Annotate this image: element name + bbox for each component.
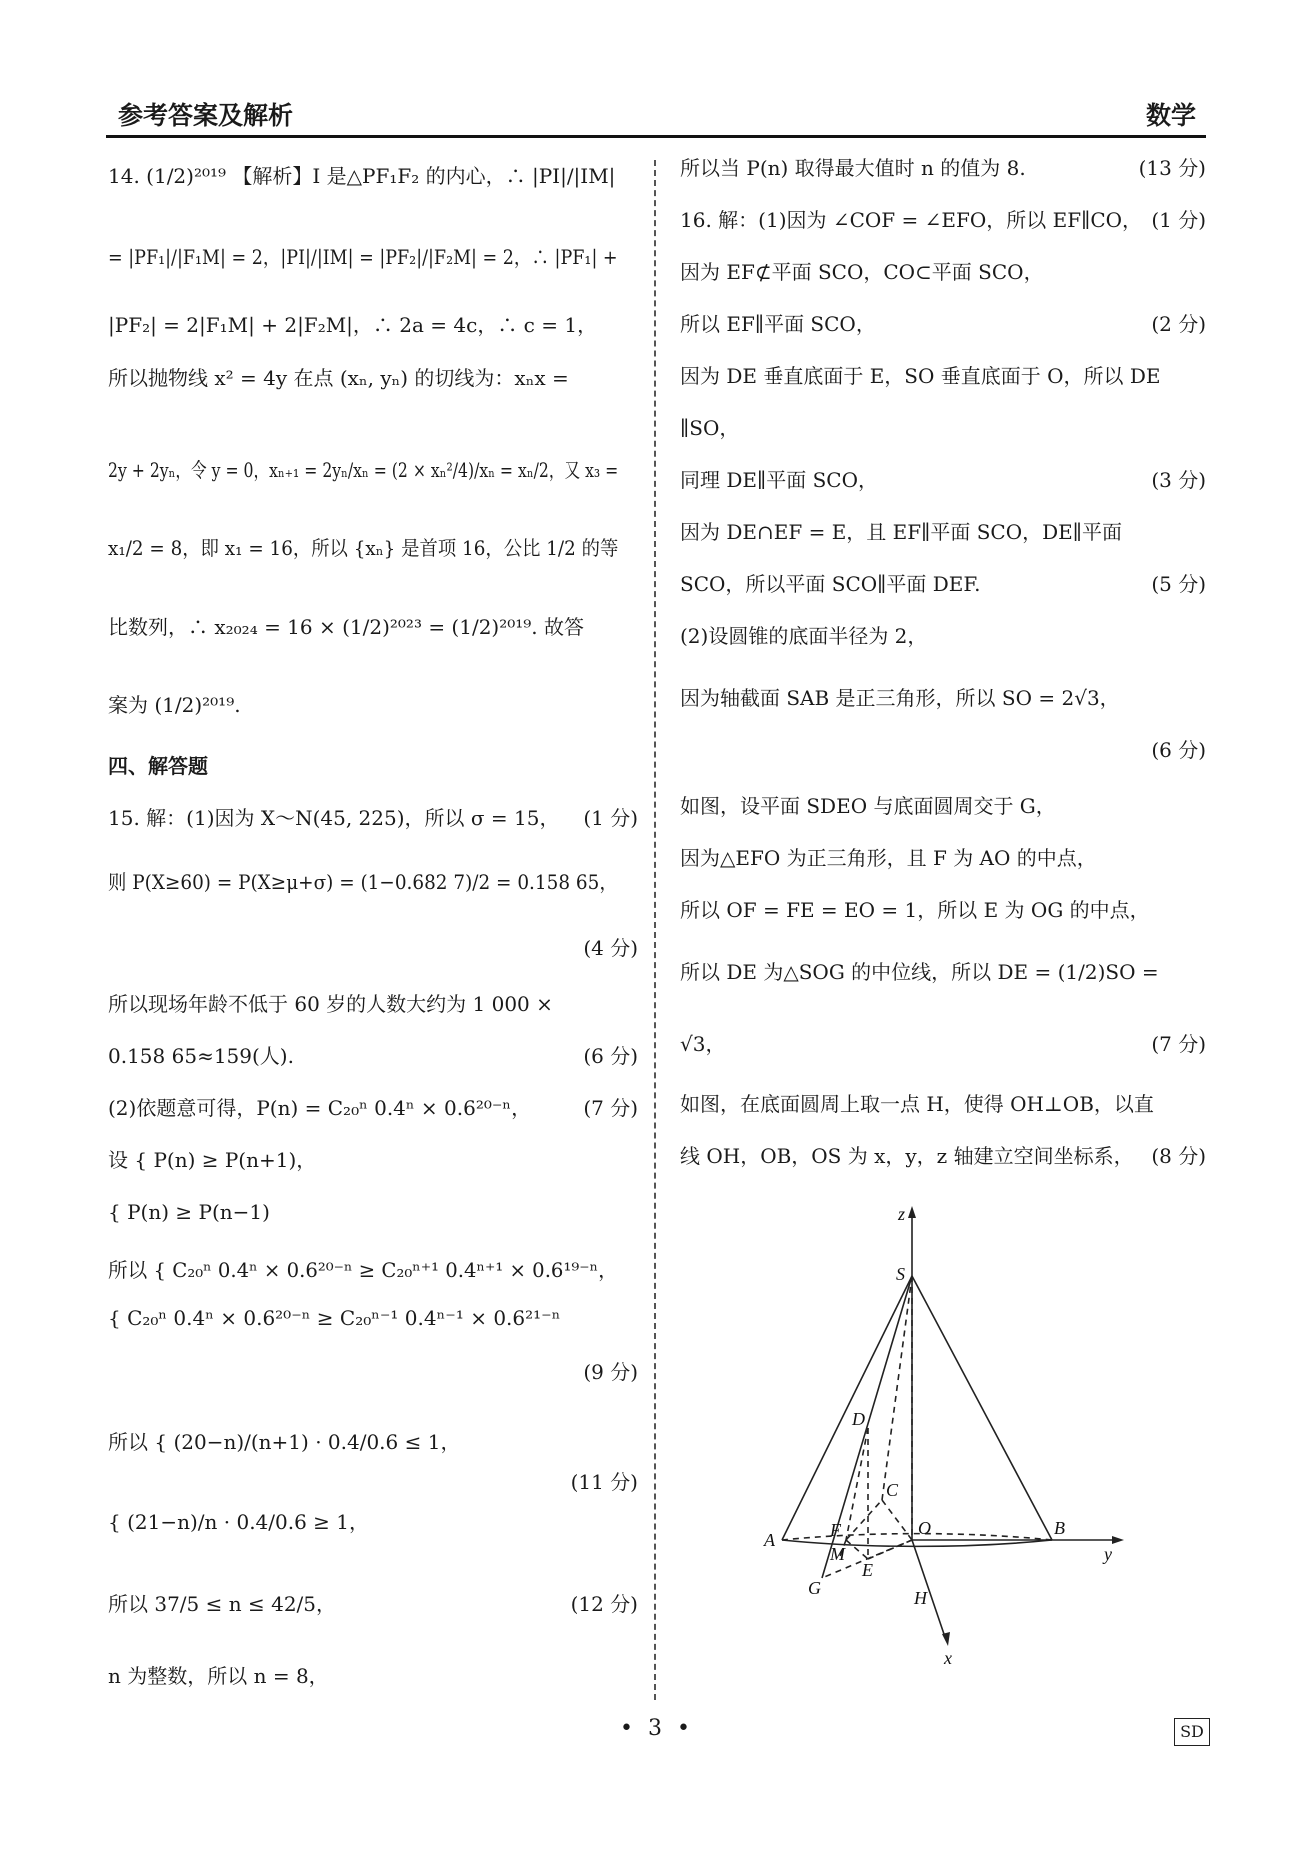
left-column-line: 所以 37/5 ≤ n ≤ 42/5， xyxy=(108,1592,337,1616)
left-column-line: 所以抛物线 x² = 4y 在点 (xₙ, yₙ) 的切线为：xₙx = xyxy=(108,366,569,390)
left-column-line: 所以 { C₂₀ⁿ 0.4ⁿ × 0.6²⁰⁻ⁿ ≥ C₂₀ⁿ⁺¹ 0.4ⁿ⁺¹ × 0.6¹⁹⁻ⁿ， xyxy=(108,1258,618,1282)
label-A: A xyxy=(764,1530,775,1550)
page-number: • 3 • xyxy=(620,1716,694,1741)
left-column-line: n 为整数，所以 n = 8， xyxy=(108,1664,329,1688)
right-column-line: 如图，设平面 SDEO 与底面圆周交于 G， xyxy=(680,794,1056,818)
edition-badge: SD xyxy=(1174,1718,1210,1746)
left-column-line: 15. 解：(1)因为 X～N(45, 225)，所以 σ = 15， xyxy=(108,806,560,830)
label-F: F xyxy=(830,1520,841,1540)
score-mark: (2 分) xyxy=(1151,312,1206,336)
label-y: y xyxy=(1104,1544,1112,1564)
right-column-line: √3， xyxy=(680,1032,726,1056)
line-FE xyxy=(846,1540,868,1559)
right-column-line: 所以当 P(n) 取得最大值时 n 的值为 8. xyxy=(680,156,1026,180)
score-mark: (12 分) xyxy=(570,1592,638,1616)
right-column-line: 所以 EF∥平面 SCO， xyxy=(680,312,876,336)
right-column-line: ∥SO， xyxy=(680,416,740,440)
score-mark: (7 分) xyxy=(1151,1032,1206,1056)
right-column-line: 因为△EFO 为正三角形，且 F 为 AO 的中点， xyxy=(680,846,1097,870)
header-right: 数学 xyxy=(1145,101,1196,130)
score-mark: (11 分) xyxy=(570,1470,638,1494)
left-column-line: = |PF₁|/|F₁M| = 2，|PI|/|IM| = |PF₂|/|F₂M| = 2，∴ |PF₁| + xyxy=(108,245,618,269)
header-left: 参考答案及解析 xyxy=(118,101,294,130)
left-column-line: { P(n) ≥ P(n−1) xyxy=(108,1200,270,1224)
score-mark: (8 分) xyxy=(1151,1144,1206,1168)
right-column-line: 因为 EF⊄平面 SCO，CO⊂平面 SCO， xyxy=(680,260,1044,284)
base-front xyxy=(782,1540,1052,1546)
score-mark: (5 分) xyxy=(1151,572,1206,596)
label-B: B xyxy=(1054,1518,1065,1538)
score-mark: (13 分) xyxy=(1138,156,1206,180)
left-column-line: 所以现场年龄不低于 60 岁的人数大约为 1 000 × xyxy=(108,992,553,1016)
score-mark: (9 分) xyxy=(583,1360,638,1384)
left-column-line: 14. (1/2)²⁰¹⁹ 【解析】I 是△PF₁F₂ 的内心，∴ |PI|/|IM| xyxy=(108,164,616,188)
score-mark: (3 分) xyxy=(1151,468,1206,492)
left-column-line: |PF₂| = 2|F₁M| + 2|F₂M|，∴ 2a = 4c，∴ c = 1， xyxy=(108,313,598,337)
label-G: G xyxy=(808,1578,821,1598)
right-column-line: 因为轴截面 SAB 是正三角形，所以 SO = 2√3， xyxy=(680,686,1120,710)
left-column-line: 所以 { (20−n)/(n+1) · 0.4/0.6 ≤ 1， xyxy=(108,1430,461,1454)
label-E: E xyxy=(862,1560,873,1580)
right-column-line: 16. 解：(1)因为 ∠COF = ∠EFO，所以 EF∥CO， xyxy=(680,208,1143,232)
cone-edge-right xyxy=(912,1276,1052,1540)
label-O: O xyxy=(918,1518,931,1538)
left-column-line: 四、解答题 xyxy=(108,754,208,778)
left-column-line: 案为 (1/2)²⁰¹⁹. xyxy=(108,693,241,717)
score-mark: (1 分) xyxy=(1151,208,1206,232)
label-z: z xyxy=(898,1204,906,1224)
left-column-line: { (21−n)/n · 0.4/0.6 ≥ 1， xyxy=(108,1510,370,1534)
right-column-line: 因为 DE 垂直底面于 E，SO 垂直底面于 O，所以 DE xyxy=(680,364,1161,388)
right-column-line: 所以 DE 为△SOG 的中位线，所以 DE = (1/2)SO = xyxy=(680,960,1159,984)
left-column-line: (2)依题意可得，P(n) = C₂₀ⁿ 0.4ⁿ × 0.6²⁰⁻ⁿ， xyxy=(108,1096,532,1120)
label-M: M xyxy=(830,1544,845,1564)
left-column-line: 2y + 2yₙ，令 y = 0，xₙ₊₁ = 2yₙ/xₙ = (2 × xₙ²/4)/xₙ = xₙ/2，又 x₃ = xyxy=(108,458,619,482)
label-H: H xyxy=(914,1588,927,1608)
base-back xyxy=(782,1534,1052,1540)
right-column-line: 线 OH，OB，OS 为 x，y，z 轴建立空间坐标系， xyxy=(680,1144,1134,1168)
left-column-line: x₁/2 = 8，即 x₁ = 16，所以 {xₙ} 是首项 16，公比 1/2 的等 xyxy=(108,536,619,560)
score-mark: (6 分) xyxy=(583,1044,638,1068)
score-mark: (7 分) xyxy=(583,1096,638,1120)
left-column-line: 0.158 65≈159(人). xyxy=(108,1044,294,1068)
label-S: S xyxy=(896,1264,905,1284)
left-column-line: 设 { P(n) ≥ P(n+1)， xyxy=(108,1148,317,1172)
score-mark: (6 分) xyxy=(1151,738,1206,762)
score-mark: (1 分) xyxy=(583,806,638,830)
score-mark: (4 分) xyxy=(583,936,638,960)
right-column-line: SCO，所以平面 SCO∥平面 DEF. xyxy=(680,572,981,596)
right-column-line: 所以 OF = FE = EO = 1，所以 E 为 OG 的中点， xyxy=(680,898,1150,922)
right-column-line: 同理 DE∥平面 SCO， xyxy=(680,468,878,492)
left-column-line: { C₂₀ⁿ 0.4ⁿ × 0.6²⁰⁻ⁿ ≥ C₂₀ⁿ⁻¹ 0.4ⁿ⁻¹ × 0.6²¹⁻ⁿ xyxy=(108,1306,561,1330)
right-column-line: 因为 DE∩EF = E，且 EF∥平面 SCO，DE∥平面 xyxy=(680,520,1123,544)
cone-edge-left xyxy=(782,1276,912,1540)
label-C: C xyxy=(886,1480,899,1500)
right-column-line: 如图，在底面圆周上取一点 H，使得 OH⊥OB，以直 xyxy=(680,1092,1154,1116)
line-SC xyxy=(882,1276,912,1500)
left-column-line: 则 P(X≥60) = P(X≥μ+σ) = (1−0.682 7)/2 = 0.158 65， xyxy=(108,870,618,894)
right-column-line: (2)设圆锥的底面半径为 2， xyxy=(680,624,928,648)
left-column-line: 比数列，∴ x₂₀₂₄ = 16 × (1/2)²⁰²³ = (1/2)²⁰¹⁹. 故答 xyxy=(108,615,585,639)
label-D: D xyxy=(852,1409,865,1429)
label-x: x xyxy=(944,1648,952,1668)
